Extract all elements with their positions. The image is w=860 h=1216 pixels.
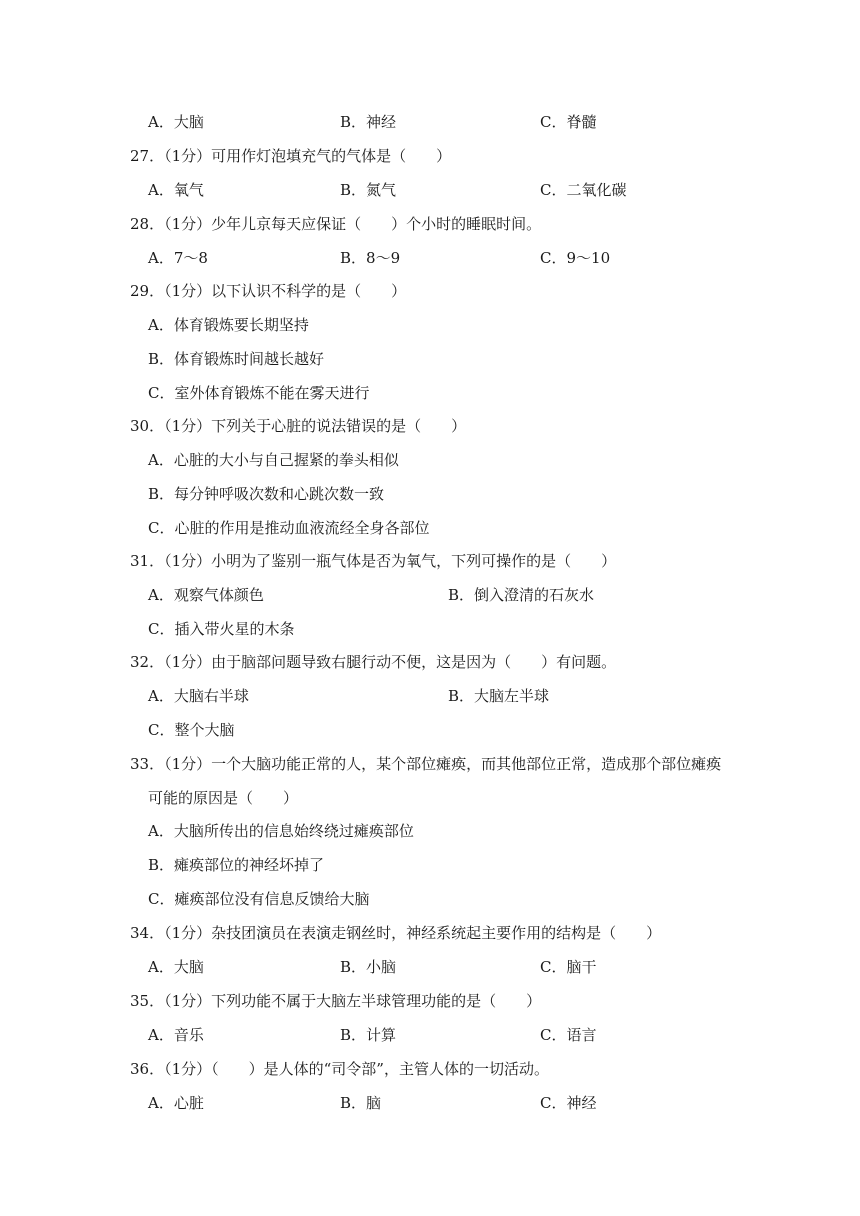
q30-option-b: B．每分钟呼吸次数和心跳次数一致 <box>148 485 385 503</box>
q32-option-c: C．整个大脑 <box>148 721 235 739</box>
q31-stem: 31．（1分）小明为了鉴别一瓶气体是否为氧气，下列可操作的是（ ） <box>130 552 617 570</box>
q36-stem: 36．（1分）（ ）是人体的“司令部”，主管人体的一切活动。 <box>130 1060 549 1078</box>
q34-option-a: A．大脑 <box>148 958 204 976</box>
q27-option-b: B．氮气 <box>340 181 397 199</box>
q29-option-a: A．体育锻炼要长期坚持 <box>148 316 309 334</box>
q35-option-b: B．计算 <box>340 1026 397 1044</box>
q30-option-a: A．心脏的大小与自己握紧的拳头相似 <box>148 451 399 469</box>
q27-stem: 27．（1分）可用作灯泡填充气的气体是（ ） <box>130 147 452 165</box>
q32-stem: 32．（1分）由于脑部问题导致右腿行动不便，这是因为（ ）有问题。 <box>130 653 617 671</box>
q34-option-c: C．脑干 <box>540 958 597 976</box>
q28-option-c: C．9～10 <box>540 249 611 267</box>
q29-stem: 29．（1分）以下认识不科学的是（ ） <box>130 282 407 300</box>
q28-stem: 28．（1分）少年儿京每天应保证（ ）个小时的睡眠时间。 <box>130 215 542 233</box>
q35-option-a: A．音乐 <box>148 1026 204 1044</box>
q26-option-c: C．脊髓 <box>540 113 597 131</box>
q31-option-a: A．观察气体颜色 <box>148 586 264 604</box>
q33-option-b: B．瘫痪部位的神经坏掉了 <box>148 856 325 874</box>
q30-option-c: C．心脏的作用是推动血液流经全身各部位 <box>148 519 430 537</box>
q31-option-c: C．插入带火星的木条 <box>148 620 295 638</box>
q29-option-b: B．体育锻炼时间越长越好 <box>148 350 325 368</box>
q35-stem: 35．（1分）下列功能不属于大脑左半球管理功能的是（ ） <box>130 992 542 1010</box>
q33-option-c: C．瘫痪部位没有信息反馈给大脑 <box>148 890 370 908</box>
q28-option-a: A．7～8 <box>148 249 208 267</box>
q30-stem: 30．（1分）下列关于心脏的说法错误的是（ ） <box>130 417 467 435</box>
q27-option-a: A．氧气 <box>148 181 204 199</box>
q32-option-a: A．大脑右半球 <box>148 687 249 705</box>
q26-option-b: B．神经 <box>340 113 397 131</box>
q26-option-a: A．大脑 <box>148 113 204 131</box>
q32-option-b: B．大脑左半球 <box>448 687 550 705</box>
q36-option-a: A．心脏 <box>148 1094 204 1112</box>
q34-option-b: B．小脑 <box>340 958 397 976</box>
q34-stem: 34．（1分）杂技团演员在表演走钢丝时，神经系统起主要作用的结构是（ ） <box>130 924 662 942</box>
q36-option-b: B．脑 <box>340 1094 382 1112</box>
q33-stem: 33．（1分）一个大脑功能正常的人，某个部位瘫痪，而其他部位正常，造成那个部位瘫痪 <box>130 755 722 773</box>
q31-option-b: B．倒入澄清的石灰水 <box>448 586 595 604</box>
q33-stem-continued: 可能的原因是（ ） <box>148 789 299 807</box>
q33-option-a: A．大脑所传出的信息始终绕过瘫痪部位 <box>148 822 414 840</box>
q27-option-c: C．二氧化碳 <box>540 181 627 199</box>
q29-option-c: C．室外体育锻炼不能在雾天进行 <box>148 384 370 402</box>
q36-option-c: C．神经 <box>540 1094 597 1112</box>
q28-option-b: B．8～9 <box>340 249 401 267</box>
q35-option-c: C．语言 <box>540 1026 597 1044</box>
